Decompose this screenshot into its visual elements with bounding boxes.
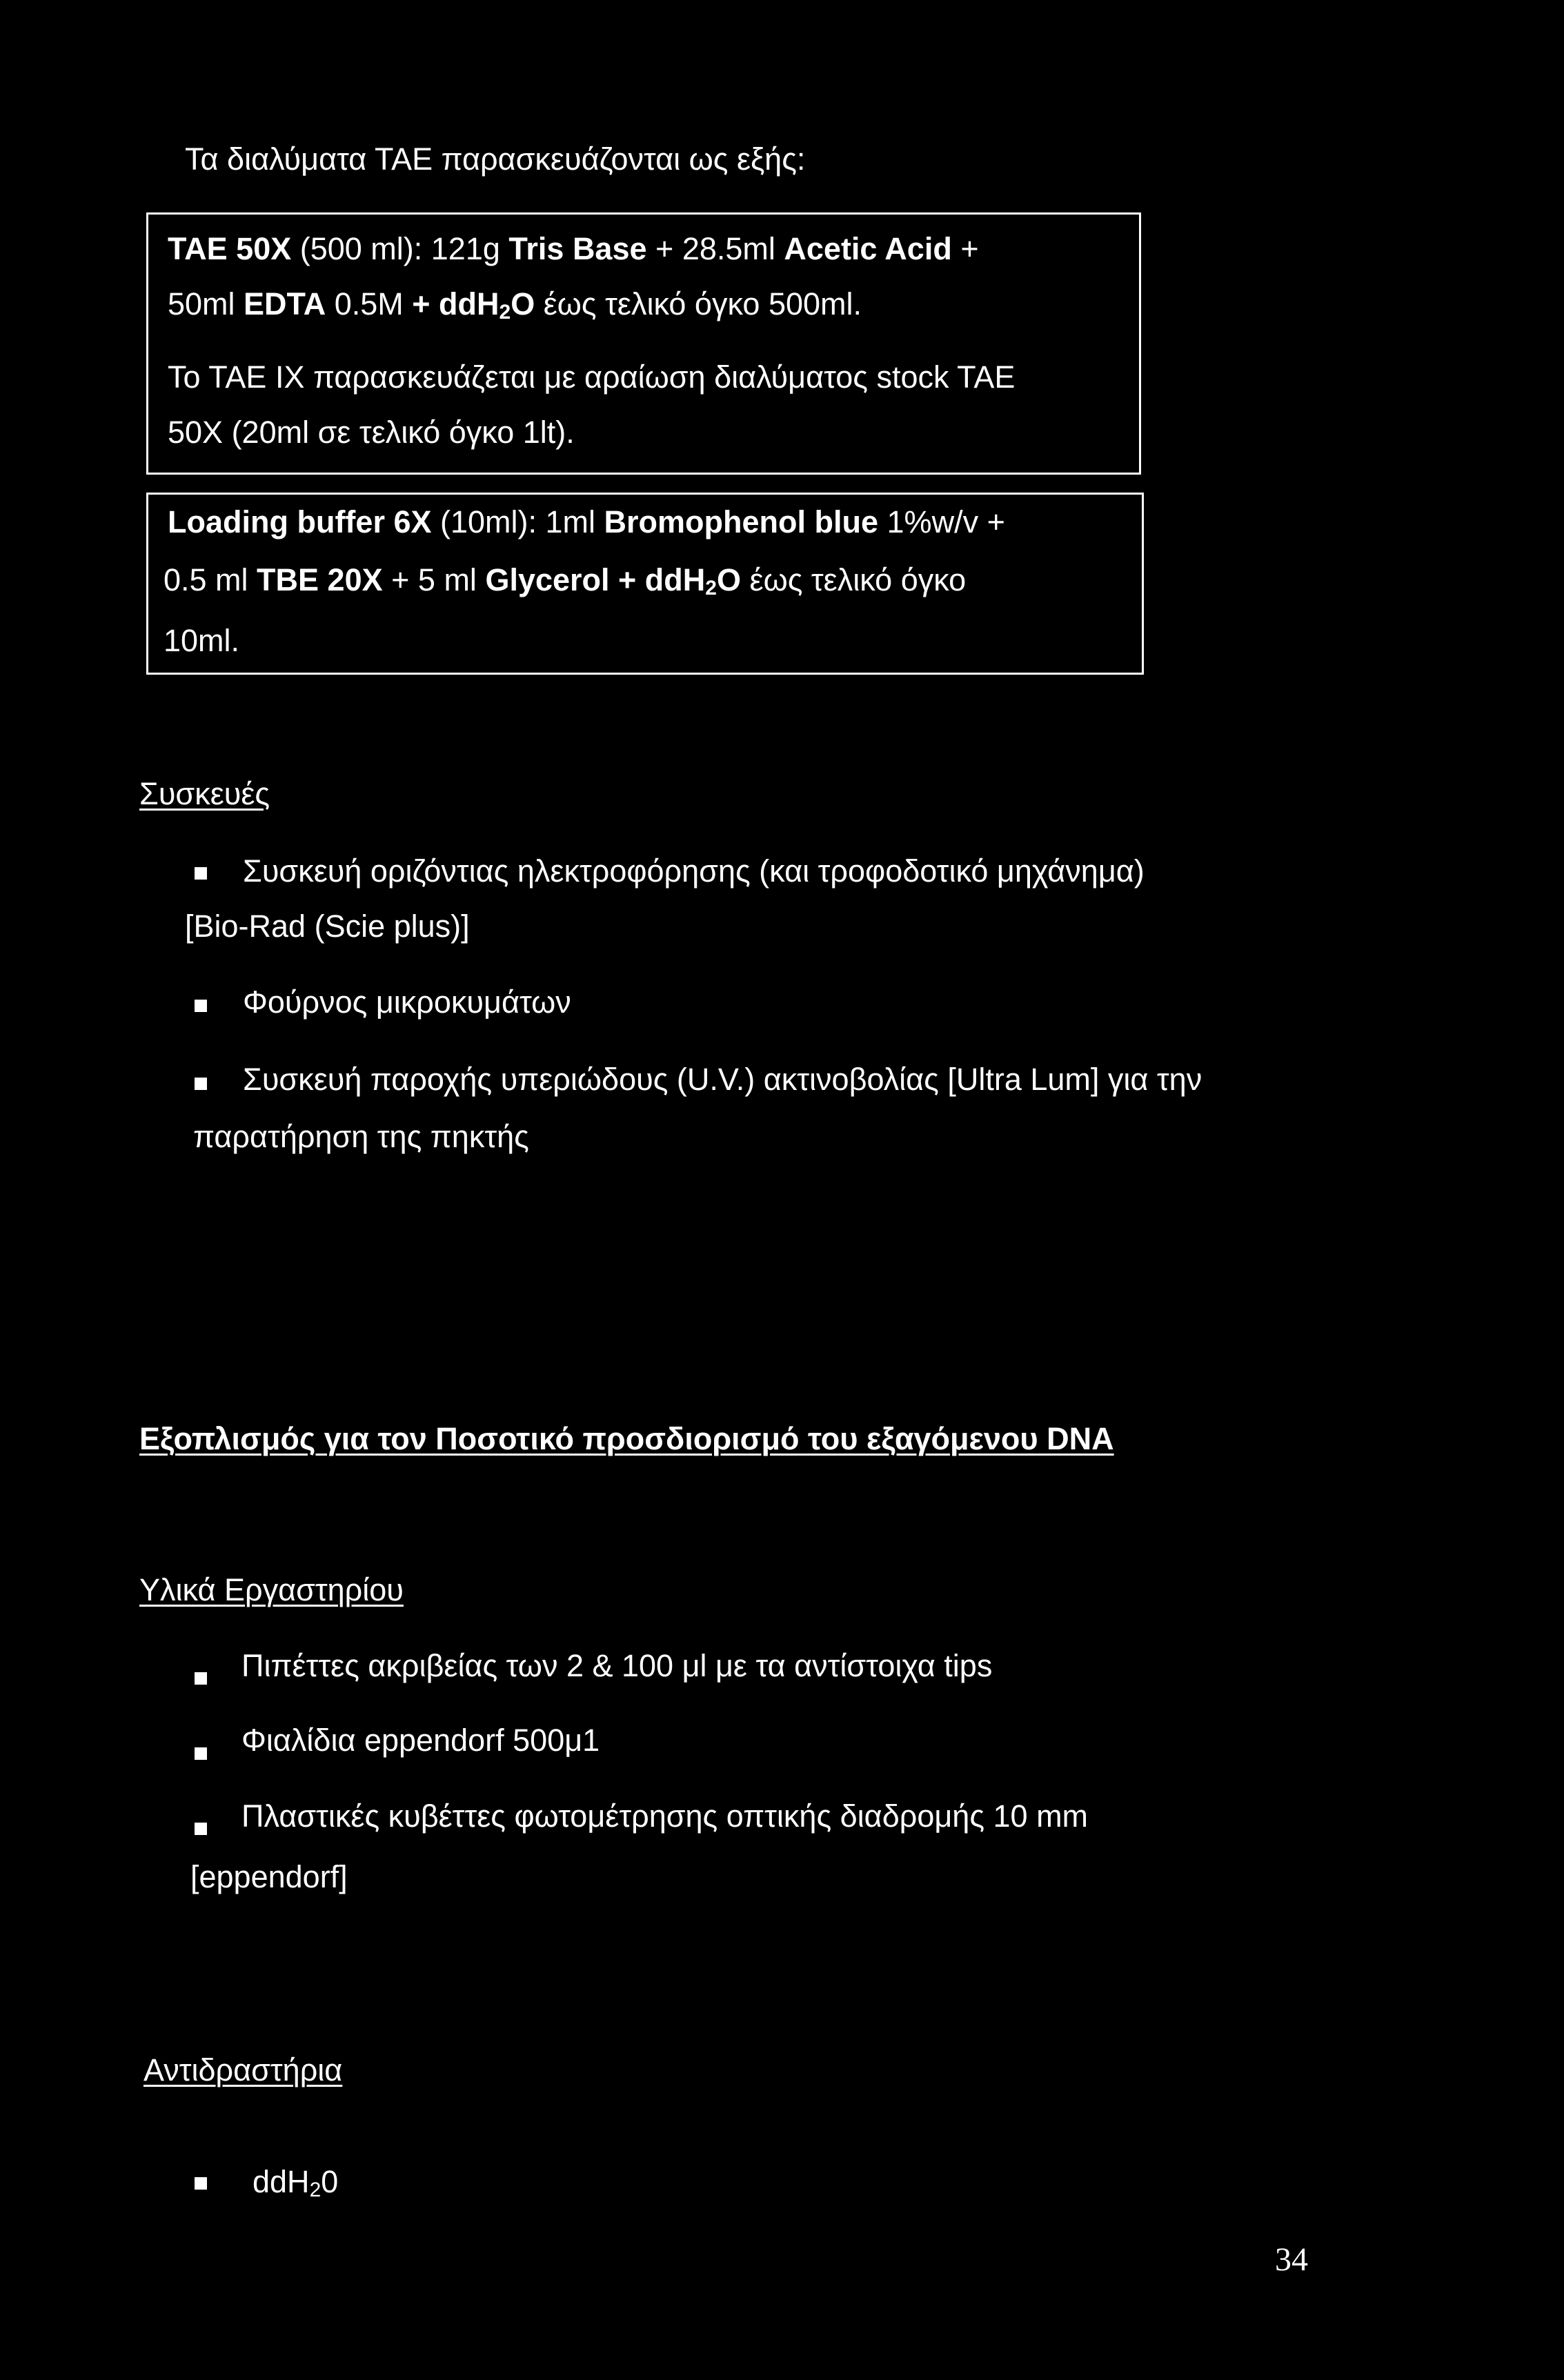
lb-line-1: [168, 504, 1005, 540]
reagents-heading: Αντιδραστήρια: [143, 2052, 343, 2088]
acetic-amount: + 28.5ml: [646, 231, 784, 266]
page-number: 34: [1275, 2241, 1308, 2278]
bullet-icon: [195, 1747, 207, 1760]
bromophenol-label: Bromophenol blue: [604, 504, 879, 539]
intro-text: Τα διαλύματα ΤΑΕ παρασκευάζονται ως εξής:: [185, 141, 806, 177]
lab-item-3-cont: [eppendorf]: [190, 1859, 348, 1894]
plus-sign: +: [951, 231, 979, 266]
tbe-label: TBE 20X: [257, 562, 383, 597]
glycerol-amount: + 5 ml: [382, 562, 486, 597]
tae-line-1: [168, 231, 979, 267]
ddh-label: + ddH: [412, 286, 499, 321]
acetic-acid-label: Acetic Acid: [784, 231, 952, 266]
lb-line-2: [164, 562, 966, 598]
reagent-ddh: ddH: [253, 2164, 310, 2199]
bullet-icon: [195, 1078, 207, 1090]
tbe-amount: 0.5 ml: [164, 562, 257, 597]
lab-item-2: Φιαλίδια eppendorf 500μ1: [241, 1723, 600, 1758]
bullet-icon: [195, 2177, 207, 2190]
bullet-icon: [195, 1000, 207, 1012]
equipment-item-3-cont: παρατήρηση της πηκτής: [193, 1119, 529, 1154]
bullet-icon: [195, 1823, 207, 1835]
tae-line-4: 50X (20ml σε τελικό όγκο 1lt).: [168, 415, 575, 450]
lab-materials-heading: Υλικά Εργαστηρίου: [139, 1572, 404, 1607]
quantification-heading: Εξοπλισμός για τον Ποσοτικό προσδιορισμό του εξαγόμενου DNA: [139, 1421, 1114, 1456]
reagent-zero: 0: [321, 2164, 339, 2199]
equipment-item-2: Φούρνος μικροκυμάτων: [243, 984, 571, 1020]
bullet-icon: [195, 867, 207, 880]
bullet-icon: [195, 1672, 207, 1685]
ddh-o-2: O: [716, 562, 741, 597]
equipment-item-1: Συσκευή οριζόντιας ηλεκτροφόρησης (και τροφοδοτικό μηχάνημα): [243, 853, 1145, 889]
tae-line-2: [168, 286, 862, 322]
equipment-item-3: Συσκευή παροχής υπεριώδους (U.V.) ακτινοβολίας [Ultra Lum] για την: [243, 1062, 1202, 1097]
lb-line-3: 10ml.: [164, 623, 240, 658]
loading-buffer-box: [146, 493, 1144, 675]
tae-50x-label: TAE 50X: [168, 231, 292, 266]
tae-line-3: Το ΤΑΕ IX παρασκευάζεται με αραίωση διαλύματος stock TAE: [168, 359, 1016, 395]
edta-label: EDTA: [244, 286, 326, 321]
ddh-subscript: 2: [499, 301, 511, 324]
reagent-item-1: [253, 2164, 339, 2201]
final-volume: έως τελικό όγκο 500ml.: [535, 286, 862, 321]
tae-recipe-box: [146, 212, 1141, 475]
glycerol-label: Glycerol + ddH: [485, 562, 706, 597]
edta-amount: 50ml: [168, 286, 244, 321]
lb-final-volume: έως τελικό όγκο: [741, 562, 967, 597]
equipment-heading: Συσκευές: [139, 776, 270, 811]
tris-base-label: Tris Base: [508, 231, 647, 266]
lb-volume: (10ml): 1ml: [431, 504, 604, 539]
lab-item-3: Πλαστικές κυβέττες φωτομέτρησης οπτικής διαδρομής 10 mm: [241, 1798, 1089, 1834]
loading-buffer-label: Loading buffer 6X: [168, 504, 432, 539]
ddh-subscript-2: 2: [705, 577, 717, 599]
tae-volume: (500 ml): 121g: [291, 231, 509, 266]
edta-conc: 0.5M: [326, 286, 413, 321]
equipment-item-1-cont: [Bio-Rad (Scie plus)]: [185, 909, 470, 944]
ddh-o: O: [511, 286, 535, 321]
bromophenol-conc: 1%w/v +: [878, 504, 1005, 539]
reagent-subscript: 2: [309, 2179, 321, 2201]
lab-item-1: Πιπέττες ακριβείας των 2 & 100 μl με τα αντίστοιχα tips: [241, 1648, 993, 1683]
